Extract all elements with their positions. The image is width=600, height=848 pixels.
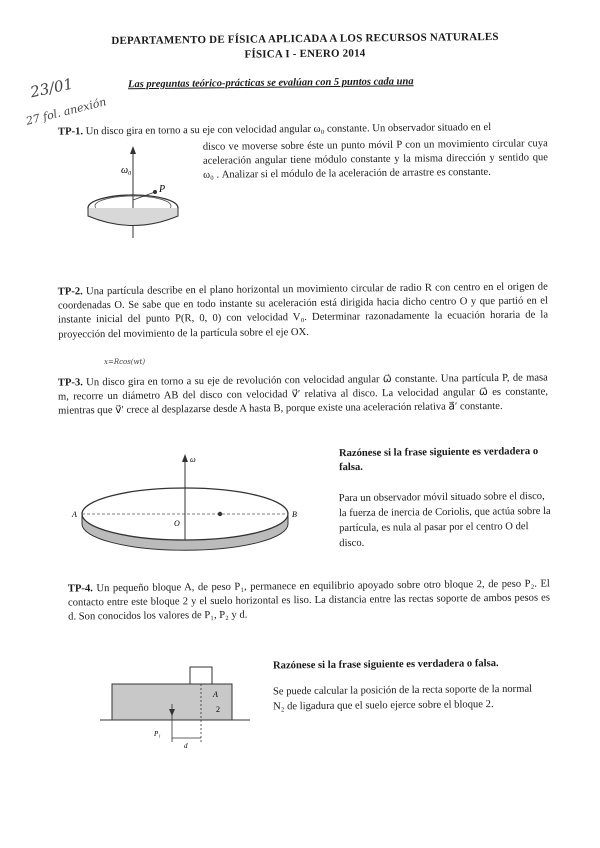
tp2-text: Una partícula describe en el plano horizontal un movimiento circular de radio R con centro en el origen de coordenadas O. Se sabe que en todo instante su aceleración está dirigida hacia dicho centro O y que partió en el instante inicial del punto P(R, 0, 0) con velocidad V₀. Determinar razonadamente la ecuación horaria de la proyección del movimiento de la partícula sobre el eje OX. [57, 281, 549, 341]
tp1-disc-figure [85, 140, 195, 245]
tp4-p1-label: P₁ [154, 730, 161, 738]
tp3-label: TP-3. [57, 377, 83, 389]
tp3-omega-label: ω [190, 455, 196, 464]
instructions: Las preguntas teórico-prácticas se evalúan con 5 puntos cada una [127, 76, 414, 91]
tp4-statement: Se puede calcular la posición de la recta soporte de la normal N₂ de ligadura que el suelo ejerce sobre el bloque 2. [272, 683, 533, 713]
tp3-axis-arrow [182, 454, 188, 462]
tp4-d-label: d [184, 742, 188, 750]
department-title: DEPARTAMENTO DE FÍSICA APLICADA A LOS RECURSOS NATURALES [111, 30, 499, 48]
tp2-label: TP-2. [57, 286, 83, 298]
tp4-blocks-figure [100, 654, 250, 754]
exam-title: FÍSICA I - ENERO 2014 [244, 47, 366, 61]
tp4-a-label: A [213, 690, 218, 699]
tp3-statement: Para un observador móvil situado sobre el disco, la fuerza de inercia de Coriolis, que actúa sobre la partícula, es nula al pasar por el centro O del disco. [338, 490, 551, 550]
tp2-handwritten-note: x=Rcos(wt) [104, 358, 146, 366]
tp1-p-label: P [159, 184, 166, 195]
tp4-statement-title: Razónese si la frase siguiente es verdadera o falsa. [272, 658, 499, 672]
tp3-b-label: B [292, 510, 297, 519]
tp1-text-rest: disco ve moverse sobre éste un punto móvil P con un movimiento circular cuya aceleración angular tiene módulo constante y la misma dirección y sentido que ω₀ . Analizar si el módulo de la aceleración de arrastre es constante. [202, 138, 549, 182]
handwritten-note-folio: 27 fol. anexión [24, 95, 108, 128]
tp2-paragraph [58, 280, 549, 342]
tp1-axis-arrow [130, 146, 136, 154]
tp1-disc-rim [88, 208, 178, 226]
tp3-disc-figure [60, 448, 320, 558]
handwritten-note-date: 23/01 [28, 74, 75, 102]
tp1-omega-label: ω₀ [121, 165, 132, 176]
tp3-particle [218, 512, 222, 516]
tp4-paragraph [68, 577, 550, 625]
tp1-first-line [58, 120, 548, 139]
tp4-label: TP-4. [67, 583, 93, 595]
tp3-statement-title: Razónese si la frase siguiente es verdadera o falsa. [338, 446, 539, 474]
tp4-2-label: 2 [216, 705, 220, 714]
tp3-paragraph [58, 371, 548, 419]
tp1-text-first: Un disco gira en torno a su eje con velocidad angular ω₀ constante. Un observador situado en el [85, 122, 492, 138]
tp4-block-a [190, 667, 212, 684]
tp3-a-label: A [72, 510, 77, 519]
tp1-label: TP-1. [57, 126, 84, 138]
tp3-o-label: O [174, 519, 180, 528]
tp4-text: Un pequeño bloque A, de peso P₁, permanece en equilibrio apoyado sobre otro bloque 2, de peso P₂. El contacto entre este bloque 2 y el suelo horizontal es liso. La distancia entre las rectas soporte de ambos pesos es d. Son conocidos los valores de P₁, P₂ y d. [67, 578, 551, 623]
tp3-text: Un disco gira en torno a su eje de revolución con velocidad angular ω⃗ constante. Una partícula P, de masa m, recorre un diámetro AB del disco con velocidad v⃗′ relativa al disco. La velocidad angular ω⃗ es constante, mientras que v⃗′ crece al desplazarse desde A hasta B, porque existe una aceleración relativa a⃗′ constante. [57, 372, 549, 417]
tp1-point-p [153, 190, 157, 194]
